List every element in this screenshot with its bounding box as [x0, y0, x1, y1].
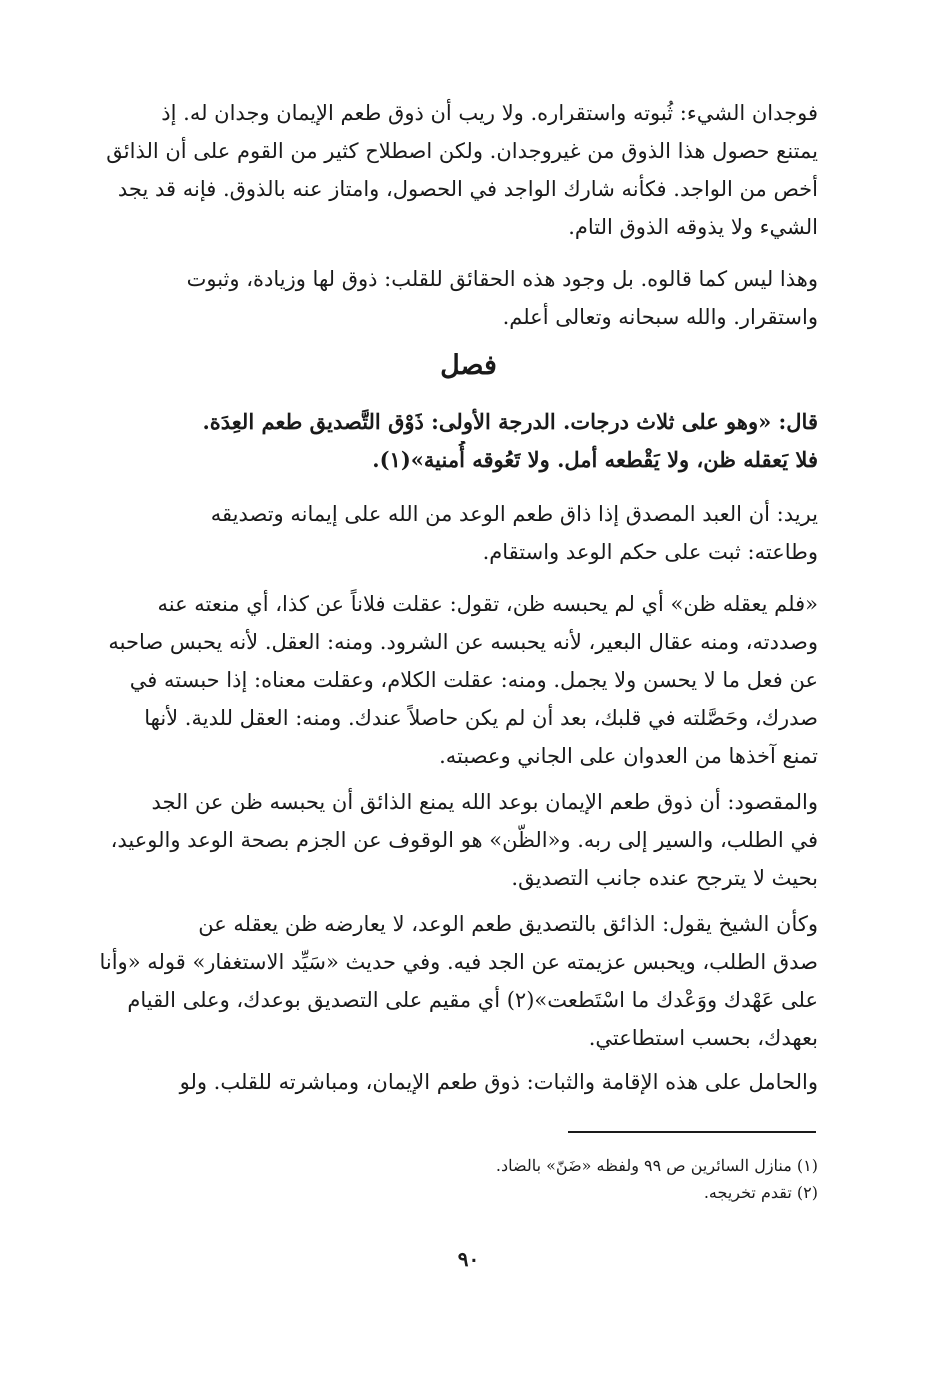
footnote-1: (١) منازل السائرين ص ٩٩ ولفظه «ضَنّ» بالضاد. [495, 1156, 818, 1175]
text-line: أخص من الواجد. فكأنه شارك الواجد في الحصول، وامتاز عنه بالذوق. فإنه قد يجد [117, 177, 818, 201]
footnote-divider [568, 1131, 816, 1133]
text-line: عن فعل ما لا يحسن ولا يجمل. ومنه: عقلت الكلام، وعقلت معناه: إذا حبسته في [129, 668, 818, 692]
text-line: على عَهْدك ووَعْدك ما اسْتَطعت»(٢) أي مقيم على التصديق بوعدك، وعلى القيام [127, 988, 818, 1012]
text-line: «فلم يعقله ظن» أي لم يحبسه ظن، تقول: عقلت فلاناً عن كذا، أي منعته عنه [157, 592, 818, 616]
paragraph-1 [62, 94, 818, 246]
text-line: يمتنع حصول هذا الذوق من غيروجدان. ولكن اصطلاح كثير من القوم على أن الذائق [106, 139, 818, 163]
text-line: وصددته، ومنه عقال البعير، لأنه يحبسه عن الشرود. ومنه: العقل. لأنه يحبس صاحبه [108, 630, 818, 654]
text-line: الشيء ولا يذوقه الذوق التام. [568, 215, 818, 239]
text-line: وطاعته: ثبت على حكم الوعد واستقام. [482, 540, 818, 564]
text-line: واستقرار. والله سبحانه وتعالى أعلم. [502, 305, 818, 329]
paragraph-6 [62, 783, 818, 897]
text-line: صدق الطلب، ويحبس عزيمته عن الجد فيه. وفي حديث «سَيِّد الاستغفار» قوله «وأنا [99, 950, 818, 974]
paragraph-7 [62, 905, 818, 1057]
text-line: وهذا ليس كما قالوه. بل وجود هذه الحقائق للقلب: ذوق لها وزيادة، وثبوت [186, 267, 818, 291]
paragraph-8 [62, 1063, 818, 1101]
paragraph-5 [62, 585, 818, 775]
text-line: يريد: أن العبد المصدق إذا ذاق طعم الوعد من الله على إيمانه وتصديقه [210, 502, 818, 526]
text-line: فلا يَعقله ظن، ولا يَقْطعه أمل. ولا تَعُوقه أُمنية»(١). [372, 447, 818, 472]
text-line: في الطلب، والسير إلى ربه. و«الظّن» هو الوقوف عن الجزم بصحة الوعد والوعيد، [110, 828, 818, 852]
section-heading: فصل [440, 350, 497, 381]
text-line: والمقصود: أن ذوق طعم الإيمان بوعد الله يمنع الذائق أن يحبسه ظن عن الجد [151, 790, 818, 814]
text-line: وكأن الشيخ يقول: الذائق بالتصديق طعم الوعد، لا يعارضه ظن يعقله عن [198, 912, 818, 936]
text-line: بعهدك، بحسب استطاعتي. [588, 1026, 818, 1050]
paragraph-2 [62, 260, 818, 336]
text-line: والحامل على هذه الإقامة والثبات: ذوق طعم الإيمان، ومباشرته للقلب. ولو [179, 1070, 818, 1094]
text-line: بحيث لا يترجح عنده جانب التصديق. [511, 866, 818, 890]
page-number: ٩٠ [457, 1247, 480, 1271]
footnotes [300, 1152, 818, 1206]
text-line: تمنع آخذها من العدوان على الجاني وعصبته. [439, 744, 818, 768]
text-line: فوجدان الشيء: ثُبوته واستقراره. ولا ريب أن ذوق طعم الإيمان وجدان له. إذ [161, 101, 818, 125]
text-line: قال: «وهو على ثلاث درجات. الدرجة الأولى: ذَوْق التَّصديق طعم العِدَة. [202, 409, 818, 434]
text-line: صدرك، وحَصَّلته في قلبك، بعد أن لم يكن حاصلاً عندك. ومنه: العقل للدية. لأنها [144, 706, 818, 730]
paragraph-4 [62, 495, 818, 571]
quote-paragraph [62, 403, 818, 479]
footnote-2: (٢) تقدم تخريجه. [703, 1183, 818, 1202]
